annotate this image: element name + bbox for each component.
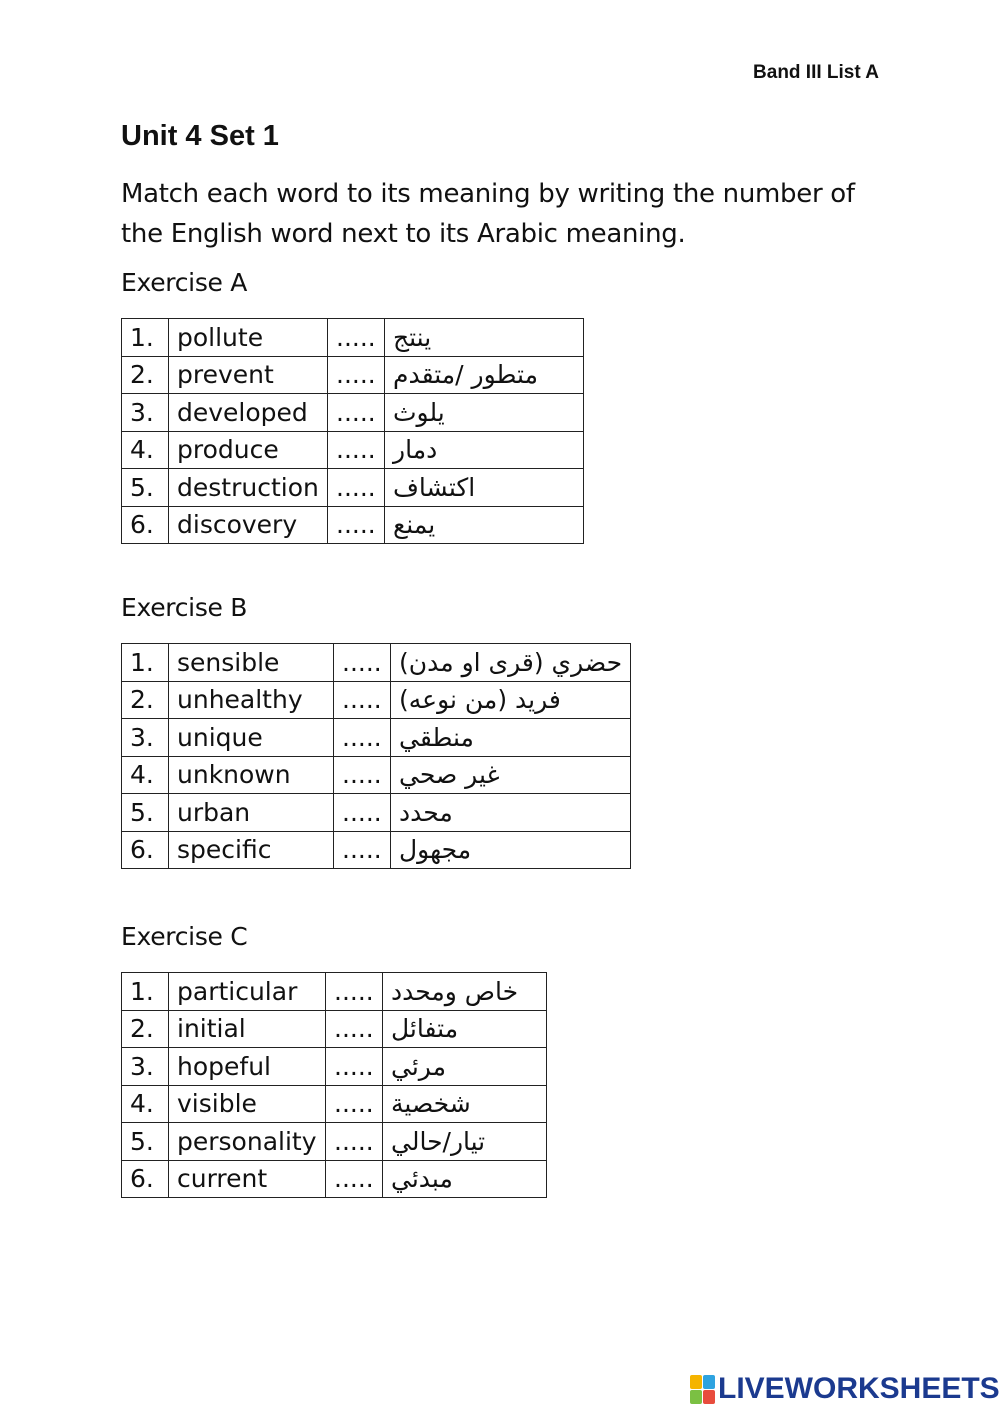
- answer-blank[interactable]: .....: [326, 973, 383, 1011]
- arabic-text: ينتج: [393, 322, 432, 352]
- band-label: Band III List A: [753, 62, 879, 83]
- english-word: unhealthy: [169, 681, 334, 719]
- arabic-text: مجهول: [399, 835, 472, 865]
- arabic-text: فريد (من نوعه): [399, 685, 561, 715]
- answer-blank[interactable]: .....: [328, 469, 385, 507]
- row-number: 6.: [122, 831, 169, 869]
- arabic-text: حضري (قرى او مدن): [399, 647, 623, 677]
- english-word: produce: [169, 431, 328, 469]
- row-number: 6.: [122, 1160, 169, 1198]
- table-row: [122, 1123, 547, 1161]
- arabic-meaning: [385, 319, 584, 357]
- english-word: destruction: [169, 469, 328, 507]
- row-number: 2.: [122, 1010, 169, 1048]
- table-row: [122, 831, 631, 869]
- arabic-text: اكتشاف: [393, 472, 476, 502]
- arabic-text: محدد: [399, 797, 453, 827]
- logo-text: LIVEWORKSHEETS: [718, 1372, 1000, 1405]
- english-word: developed: [169, 394, 328, 432]
- answer-blank[interactable]: .....: [334, 681, 391, 719]
- english-word: initial: [169, 1010, 326, 1048]
- english-word: pollute: [169, 319, 328, 357]
- row-number: 4.: [122, 756, 169, 794]
- arabic-text: مبدئي: [391, 1164, 453, 1194]
- row-number: 4.: [122, 1085, 169, 1123]
- arabic-text: دمار: [393, 435, 438, 465]
- answer-blank[interactable]: .....: [334, 794, 391, 832]
- table-row: [122, 506, 584, 544]
- answer-blank[interactable]: .....: [328, 431, 385, 469]
- table-row: [122, 1010, 547, 1048]
- row-number: 5.: [122, 1123, 169, 1161]
- arabic-text: متفائل: [391, 1014, 459, 1044]
- table-row: [122, 973, 547, 1011]
- row-number: 1.: [122, 319, 169, 357]
- table-row: [122, 394, 584, 432]
- arabic-meaning: [391, 681, 631, 719]
- answer-blank[interactable]: .....: [326, 1123, 383, 1161]
- arabic-meaning: [383, 1160, 547, 1198]
- exercise-a-table: [121, 318, 584, 544]
- row-number: 1.: [122, 644, 169, 682]
- table-row: [122, 681, 631, 719]
- row-number: 6.: [122, 506, 169, 544]
- english-word: prevent: [169, 356, 328, 394]
- exercise-c-table: [121, 972, 547, 1198]
- liveworksheets-logo: [690, 1372, 1000, 1406]
- row-number: 1.: [122, 973, 169, 1011]
- answer-blank[interactable]: .....: [326, 1160, 383, 1198]
- arabic-text: يمنع: [393, 510, 436, 540]
- table-row: [122, 1048, 547, 1086]
- arabic-meaning: [391, 831, 631, 869]
- arabic-text: متطور /متقدم: [393, 360, 538, 390]
- answer-blank[interactable]: .....: [328, 356, 385, 394]
- instructions: Match each word to its meaning by writing the number of the English word next to its Arabic meaning.: [121, 179, 855, 249]
- arabic-meaning: [391, 756, 631, 794]
- arabic-meaning: [391, 719, 631, 757]
- answer-blank[interactable]: .....: [334, 719, 391, 757]
- row-number: 4.: [122, 431, 169, 469]
- arabic-text: مرئي: [391, 1051, 446, 1081]
- arabic-meaning: [385, 469, 584, 507]
- table-row: [122, 319, 584, 357]
- row-number: 3.: [122, 719, 169, 757]
- arabic-meaning: [391, 794, 631, 832]
- answer-blank[interactable]: .....: [326, 1010, 383, 1048]
- table-row: [122, 431, 584, 469]
- table-row: [122, 756, 631, 794]
- table-row: [122, 719, 631, 757]
- answer-blank[interactable]: .....: [328, 394, 385, 432]
- arabic-text: خاص ومحدد: [391, 976, 519, 1006]
- arabic-text: شخصية: [391, 1089, 471, 1119]
- row-number: 3.: [122, 394, 169, 432]
- arabic-meaning: [383, 1048, 547, 1086]
- answer-blank[interactable]: .....: [326, 1085, 383, 1123]
- table-row: [122, 1160, 547, 1198]
- english-word: hopeful: [169, 1048, 326, 1086]
- row-number: 2.: [122, 356, 169, 394]
- arabic-meaning: [385, 394, 584, 432]
- arabic-meaning: [383, 1123, 547, 1161]
- answer-blank[interactable]: .....: [328, 319, 385, 357]
- arabic-meaning: [385, 356, 584, 394]
- table-row: [122, 469, 584, 507]
- exercise-c-label: Exercise C: [121, 922, 248, 951]
- answer-blank[interactable]: .....: [328, 506, 385, 544]
- logo-mark-icon: [690, 1375, 715, 1404]
- answer-blank[interactable]: .....: [326, 1048, 383, 1086]
- english-word: particular: [169, 973, 326, 1011]
- english-word: personality: [169, 1123, 326, 1161]
- english-word: visible: [169, 1085, 326, 1123]
- table-row: [122, 644, 631, 682]
- english-word: sensible: [169, 644, 334, 682]
- english-word: unknown: [169, 756, 334, 794]
- row-number: 5.: [122, 794, 169, 832]
- arabic-text: غير صحي: [399, 760, 500, 790]
- answer-blank[interactable]: .....: [334, 831, 391, 869]
- table-row: [122, 1085, 547, 1123]
- english-word: unique: [169, 719, 334, 757]
- arabic-text: تيار/حالي: [391, 1126, 486, 1156]
- row-number: 3.: [122, 1048, 169, 1086]
- exercise-b-table: [121, 643, 631, 869]
- english-word: current: [169, 1160, 326, 1198]
- english-word: urban: [169, 794, 334, 832]
- english-word: specific: [169, 831, 334, 869]
- page-title: Unit 4 Set 1: [121, 120, 279, 152]
- arabic-meaning: [385, 506, 584, 544]
- exercise-b-label: Exercise B: [121, 593, 248, 622]
- answer-blank[interactable]: .....: [334, 644, 391, 682]
- arabic-text: يلوث: [393, 397, 445, 427]
- answer-blank[interactable]: .....: [334, 756, 391, 794]
- arabic-meaning: [383, 973, 547, 1011]
- english-word: discovery: [169, 506, 328, 544]
- arabic-meaning: [383, 1010, 547, 1048]
- arabic-meaning: [391, 644, 631, 682]
- table-row: [122, 356, 584, 394]
- arabic-text: منطقي: [399, 722, 474, 752]
- arabic-meaning: [383, 1085, 547, 1123]
- table-row: [122, 794, 631, 832]
- row-number: 2.: [122, 681, 169, 719]
- exercise-a-label: Exercise A: [121, 268, 248, 297]
- arabic-meaning: [385, 431, 584, 469]
- row-number: 5.: [122, 469, 169, 507]
